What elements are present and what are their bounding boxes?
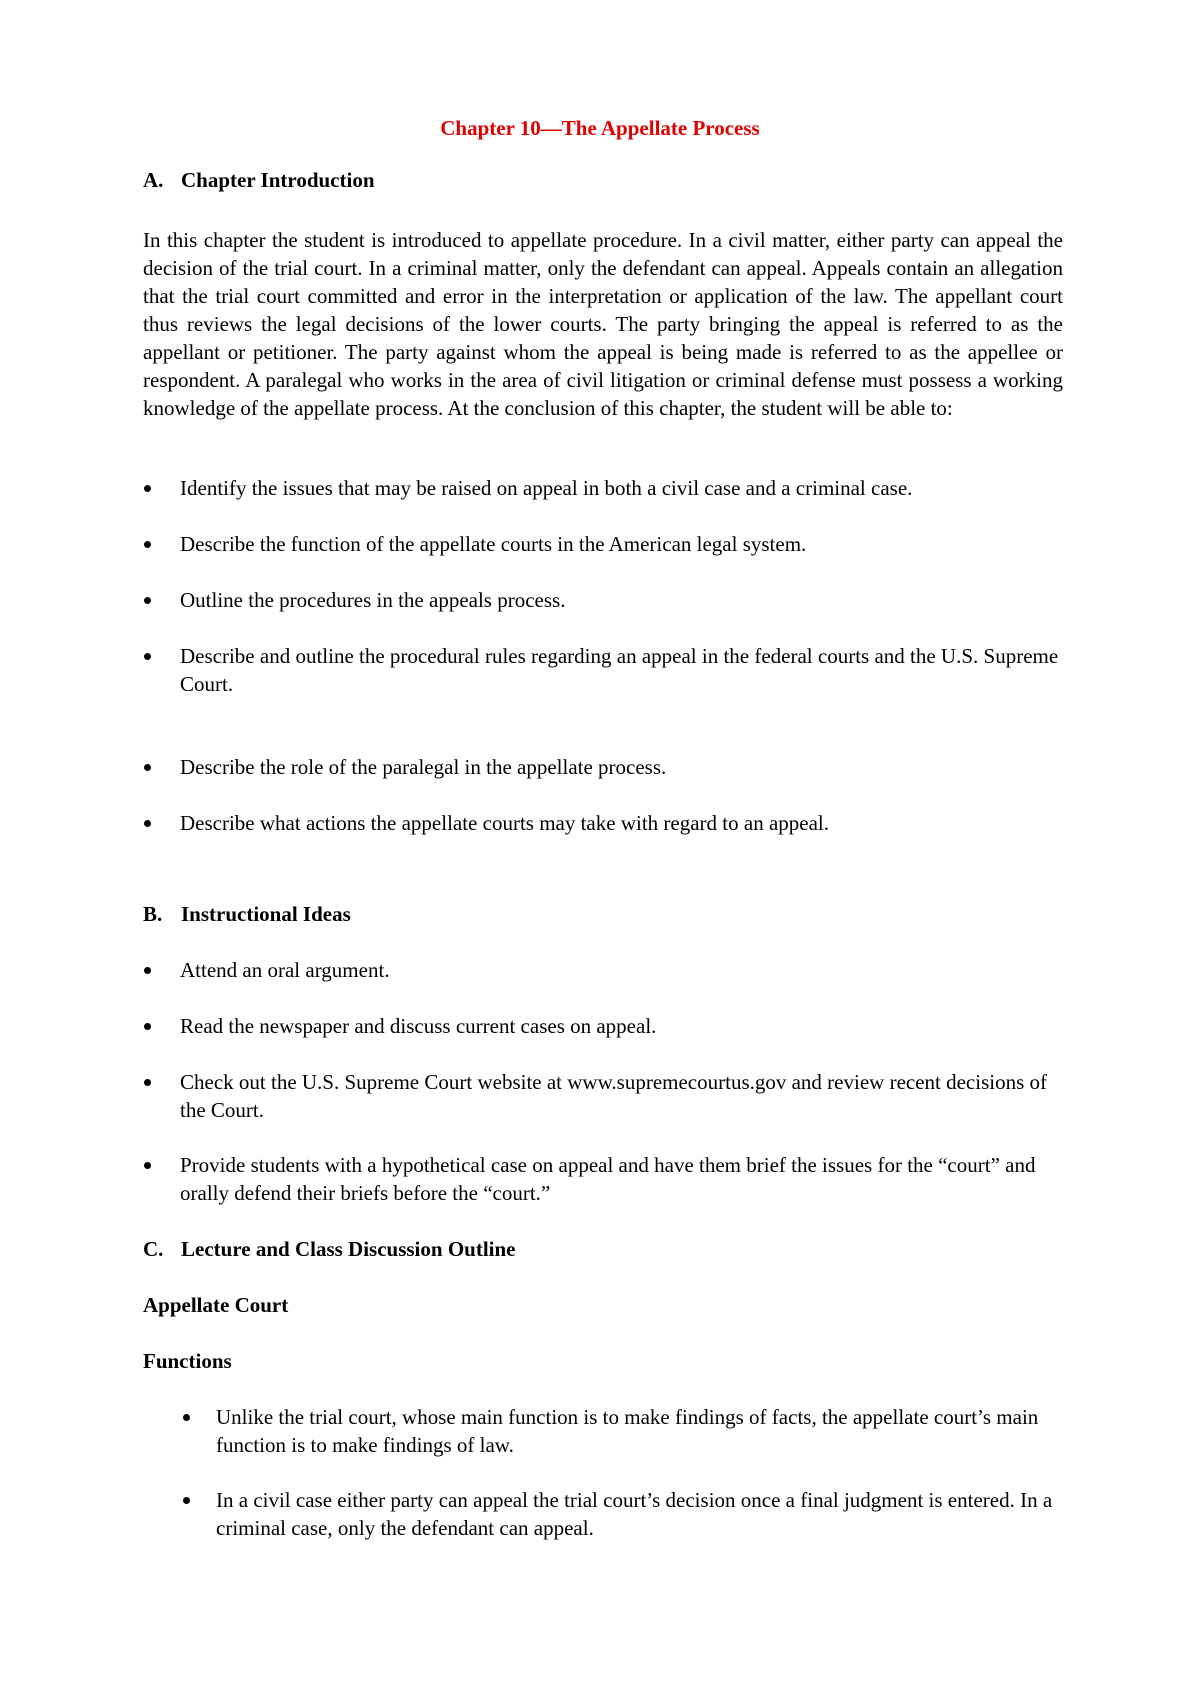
bullet-icon [144, 967, 151, 974]
bullet-icon [144, 1162, 151, 1169]
section-c-title: Lecture and Class Discussion Outline [181, 1237, 516, 1261]
chapter-title: Chapter 10—The Appellate Process [440, 116, 760, 140]
objective-text: Describe the function of the appellate courts in the American legal system. [180, 532, 807, 556]
point-text: In a civil case either party can appeal the trial court’s decision once a final judgment is entered. In a criminal case, only the defendant can appeal. [216, 1488, 1053, 1540]
subheading-appellate-court: Appellate Court [143, 1293, 289, 1317]
bullet-icon [144, 764, 151, 771]
subheading-functions: Functions [143, 1349, 232, 1373]
section-a-heading [143, 166, 375, 194]
bullet-icon [183, 1497, 190, 1504]
section-a-title: Chapter Introduction [181, 168, 375, 192]
section-b-heading [143, 900, 351, 928]
objective-text: Describe the role of the paralegal in the appellate process. [180, 755, 667, 779]
bullet-icon [144, 597, 151, 604]
objective-text: Describe what actions the appellate courts may take with regard to an appeal. [180, 811, 829, 835]
bullet-icon [144, 1079, 151, 1086]
idea-text: Provide students with a hypothetical case on appeal and have them brief the issues for the “court” and orally defend their briefs before the “court.” [180, 1153, 1036, 1205]
bullet-icon [144, 541, 151, 548]
bullet-icon [144, 485, 151, 492]
intro-paragraph: In this chapter the student is introduced to appellate procedure. In a civil matter, either party can appeal the decision of the trial court. In a criminal matter, only the defendant can appeal. Appeals contain an allegation that the trial court committed and error in the interpretation or application of the law. The appellant court thus reviews the legal decisions of the lower courts. The party bringing the appeal is referred to as the appellant or petitioner. The party against whom the appeal is being made is referred to as the appellee or respondent. A paralegal who works in the area of civil litigation or criminal defense must possess a working knowledge of the appellate process. At the conclusion of this chapter, the student will be able to: [143, 228, 1063, 420]
objective-text: Describe and outline the procedural rules regarding an appeal in the federal courts and the U.S. Supreme Court. [180, 644, 1059, 696]
section-c-letter: C. [143, 1237, 164, 1261]
objective-text: Identify the issues that may be raised on appeal in both a civil case and a criminal case. [180, 476, 913, 500]
objective-text: Outline the procedures in the appeals process. [180, 588, 566, 612]
bullet-icon [183, 1414, 190, 1421]
section-b-letter: B. [143, 902, 163, 926]
bullet-icon [144, 1023, 151, 1030]
section-a-letter: A. [143, 168, 164, 192]
section-c-heading [143, 1235, 516, 1263]
point-text: Unlike the trial court, whose main function is to make findings of facts, the appellate court’s main function is to make findings of law. [216, 1405, 1039, 1457]
bullet-icon [144, 653, 151, 660]
idea-text: Check out the U.S. Supreme Court website at www.supremecourtus.gov and review recent decisions of the Court. [180, 1070, 1048, 1122]
section-b-title: Instructional Ideas [181, 902, 351, 926]
idea-text: Attend an oral argument. [180, 958, 390, 982]
idea-text: Read the newspaper and discuss current cases on appeal. [180, 1014, 657, 1038]
bullet-icon [144, 820, 151, 827]
